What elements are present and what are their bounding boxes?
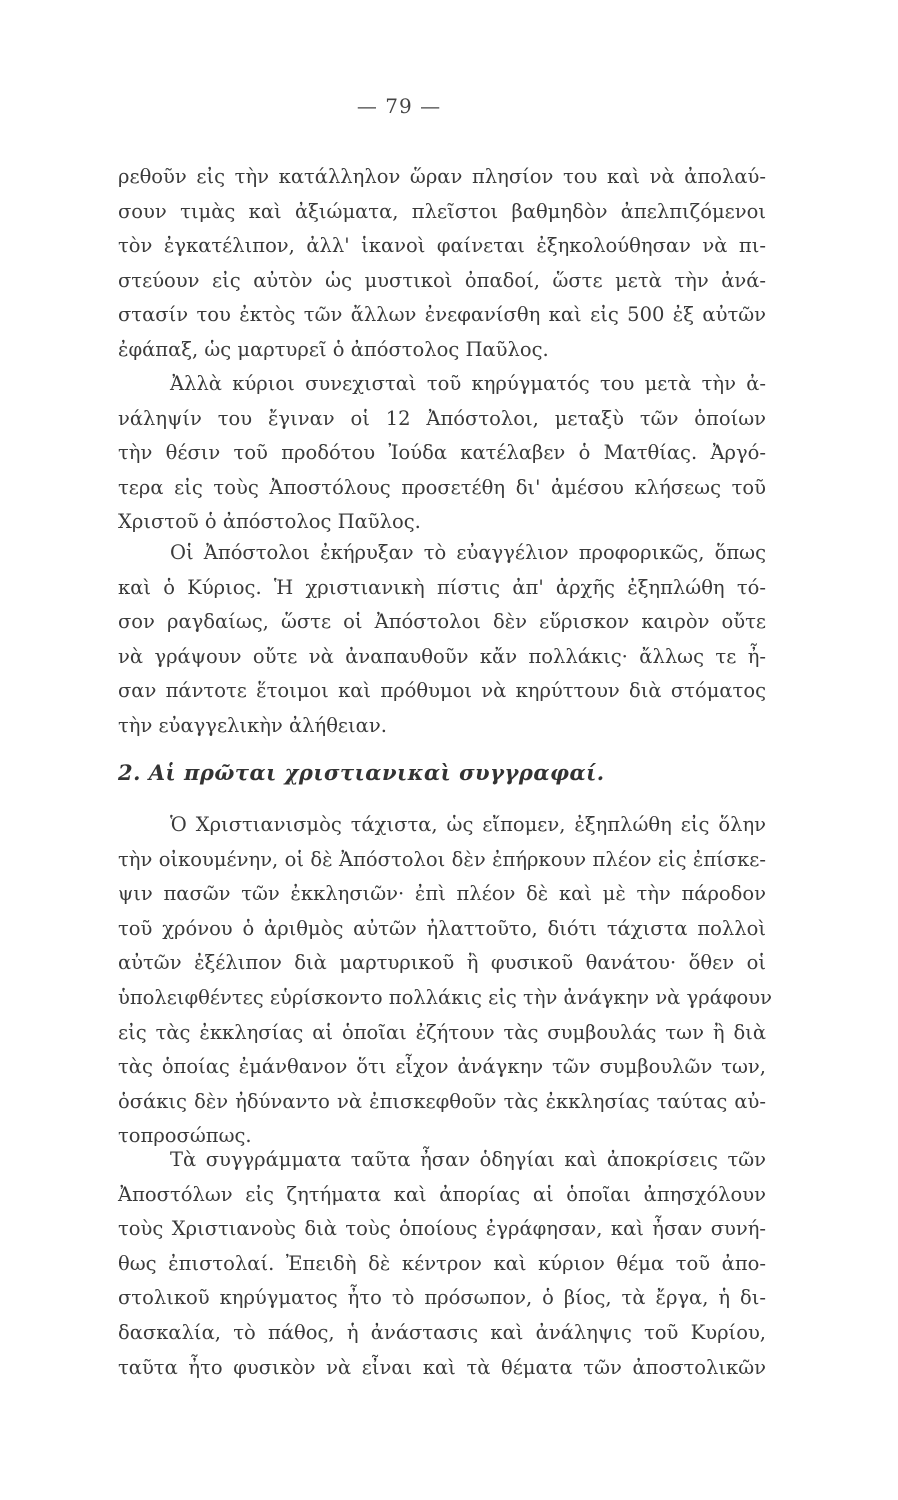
text-line: Οἱ Ἀπόστολοι ἐκήρυξαν τὸ εὐαγγέλιον προφορικῶς, ὅπως bbox=[170, 541, 766, 564]
text-line: Τὰ συγγράμματα ταῦτα ἦσαν ὁδηγίαι καὶ ἀποκρίσεις τῶν bbox=[170, 1148, 766, 1171]
text-line: Ὁ Χριστιανισμὸς τάχιστα, ὡς εἴπομεν, ἐξηπλώθη εἰς ὅλην bbox=[170, 813, 766, 836]
text-line: Χριστοῦ ὁ ἀπόστολος Παῦλος. bbox=[118, 510, 421, 534]
text-line: Ἀποστόλων εἰς ζητήματα καὶ ἀπορίας αἱ ὁποῖαι ἀπησχόλουν bbox=[118, 1182, 766, 1206]
paragraph-apostles bbox=[118, 367, 766, 540]
paragraph-preaching bbox=[118, 536, 766, 744]
text-line: ψιν πασῶν τῶν ἐκκλησιῶν· ἐπὶ πλέον δὲ καὶ μὲ τὴν πάροδον bbox=[118, 882, 766, 906]
text-line: τοπροσώπως. bbox=[118, 1124, 252, 1148]
text-line: τὴν οἰκουμένην, οἱ δὲ Ἀπόστολοι δὲν ἐπήρκουν πλέον εἰς ἐπίσκε- bbox=[118, 847, 766, 871]
text-line: ταῦτα ἦτο φυσικὸν νὰ εἶναι καὶ τὰ θέματα τῶν ἀποστολικῶν bbox=[118, 1355, 766, 1379]
text-line: εἰς τὰς ἐκκλησίας αἱ ὁποῖαι ἐζήτουν τὰς συμβουλάς των ἢ διὰ bbox=[118, 1020, 766, 1044]
text-line: τὴν εὐαγγελικὴν ἀλήθειαν. bbox=[118, 713, 387, 737]
text-line: ἐφάπαξ, ὡς μαρτυρεῖ ὁ ἀπόστολος Παῦλος. bbox=[118, 337, 549, 361]
section-heading: 2. Αἱ πρῶται χριστιανικαὶ συγγραφαί. bbox=[118, 760, 605, 785]
text-line: σαν πάντοτε ἕτοιμοι καὶ πρόθυμοι νὰ κηρύττουν διὰ στόματος bbox=[118, 679, 766, 703]
text-line: τὸν ἐγκατέλιπον, ἀλλ' ἱκανοὶ φαίνεται ἐξηκολούθησαν νὰ πι- bbox=[118, 234, 766, 258]
text-line: αὐτῶν ἐξέλιπον διὰ μαρτυρικοῦ ἢ φυσικοῦ θανάτου· ὅθεν οἱ bbox=[118, 951, 766, 975]
text-line: ὁσάκις δὲν ἠδύναντο νὰ ἐπισκεφθοῦν τὰς ἐκκλησίας ταύτας αὐ- bbox=[118, 1089, 766, 1113]
text-line: στολικοῦ κηρύγματος ἦτο τὸ πρόσωπον, ὁ βίος, τὰ ἔργα, ἡ δι- bbox=[118, 1286, 766, 1310]
text-line: σουν τιμὰς καὶ ἀξιώματα, πλεῖστοι βαθμηδὸν ἀπελπιζόμενοι bbox=[118, 199, 766, 223]
text-line: στασίν του ἐκτὸς τῶν ἄλλων ἐνεφανίσθη καὶ εἰς 500 ἐξ αὐτῶν bbox=[118, 303, 766, 327]
text-line: τοῦ χρόνου ὁ ἀριθμὸς αὐτῶν ἠλαττοῦτο, διότι τάχιστα πολλοὶ bbox=[118, 916, 766, 940]
text-line: τοὺς Χριστιανοὺς διὰ τοὺς ὁποίους ἐγράφησαν, καὶ ἦσαν συνή- bbox=[118, 1217, 766, 1241]
text-line: Ἀλλὰ κύριοι συνεχισταὶ τοῦ κηρύγματός του μετὰ τὴν ἀ- bbox=[170, 372, 766, 395]
text-line: νὰ γράψουν οὔτε νὰ ἀναπαυθοῦν κἄν πολλάκις· ἄλλως τε ἦ- bbox=[118, 644, 766, 668]
text-line: ὑπολειφθέντες εὑρίσκοντο πολλάκις εἰς τὴν ἀνάγκην νὰ γράφουν bbox=[118, 985, 772, 1009]
text-line: σον ραγδαίως, ὥστε οἱ Ἀπόστολοι δὲν εὕρισκον καιρὸν οὔτε bbox=[118, 610, 766, 634]
text-line: καὶ ὁ Κύριος. Ἡ χριστιανικὴ πίστις ἀπ' ἀρχῆς ἐξηπλώθη τό- bbox=[118, 575, 766, 599]
paragraph-writings bbox=[118, 1143, 766, 1385]
text-line: τὴν θέσιν τοῦ προδότου Ἰούδα κατέλαβεν ὁ Ματθίας. Ἀργό- bbox=[118, 441, 766, 465]
text-line: δασκαλία, τὸ πάθος, ἡ ἀνάστασις καὶ ἀνάληψις τοῦ Κυρίου, bbox=[118, 1320, 766, 1344]
text-line: θως ἐπιστολαί. Ἐπειδὴ δὲ κέντρον καὶ κύριον θέμα τοῦ ἀπο- bbox=[118, 1251, 766, 1275]
text-line: στεύουν εἰς αὐτὸν ὡς μυστικοὶ ὀπαδοί, ὥστε μετὰ τὴν ἀνά- bbox=[118, 268, 766, 292]
text-line: νάληψίν του ἔγιναν οἱ 12 Ἀπόστολοι, μεταξὺ τῶν ὁποίων bbox=[118, 406, 766, 430]
page-number: — 79 — bbox=[356, 94, 442, 118]
text-line: τὰς ὁποίας ἐμάνθανον ὅτι εἶχον ἀνάγκην τῶν συμβουλῶν των, bbox=[118, 1055, 766, 1079]
text-line: τερα εἰς τοὺς Ἀποστόλους προσετέθη δι' ἀμέσου κλήσεως τοῦ bbox=[118, 475, 766, 499]
text-line: ρεθοῦν εἰς τὴν κατάλληλον ὥραν πλησίον του καὶ νὰ ἀπολαύ- bbox=[118, 165, 766, 188]
paragraph-spread bbox=[118, 808, 772, 1154]
paragraph-continuation bbox=[118, 160, 766, 368]
